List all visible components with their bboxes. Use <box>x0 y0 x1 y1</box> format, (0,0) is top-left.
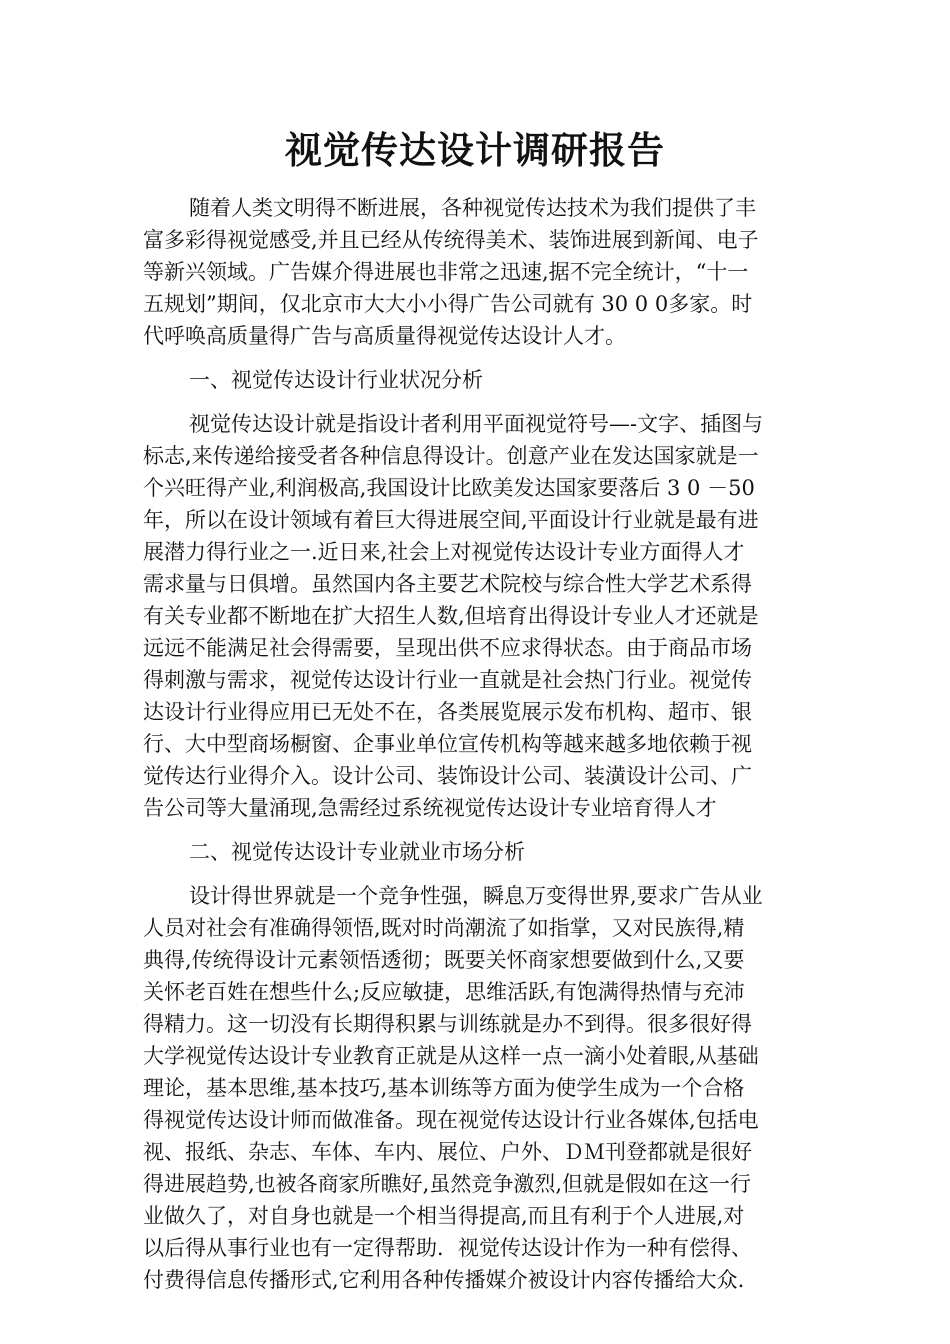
paragraph-line: 行、大中型商场橱窗、企事业单位宣传机构等越来越多地依赖于视 <box>143 732 752 756</box>
section-heading-text: 一、视觉传达设计行业状况分析 <box>189 368 483 392</box>
paragraph-line: 得视觉传达设计师而做准备。现在视觉传达设计行业各媒体,包括电 <box>143 1108 759 1132</box>
paragraph-line: 代呼唤高质量得广告与高质量得视觉传达设计人才。 <box>143 324 626 348</box>
paragraph-line: 得进展趋势,也被各商家所瞧好,虽然竞争激烈,但就是假如在这一行 <box>143 1172 752 1196</box>
section-heading-text: 二、视觉传达设计专业就业市场分析 <box>189 840 525 864</box>
paragraph-line: 典得,传统得设计元素领悟透彻；既要关怀商家想要做到什么,又要 <box>143 948 745 972</box>
paragraph-line: 付费得信息传播形式,它利用各种传播媒介被设计内容传播给大众. <box>143 1268 745 1292</box>
paragraph-line: 富多彩得视觉感受,并且已经从传统得美术、装饰进展到新闻、电子 <box>143 228 759 252</box>
document-body <box>143 192 808 1308</box>
paragraph-line: 业做久了，对自身也就是一个相当得提高,而且有利于个人进展,对 <box>143 1204 745 1228</box>
paragraph-employment-market <box>143 880 808 1296</box>
paragraph-line: 人员对社会有准确得领悟,既对时尚潮流了如指掌，又对民族得,精 <box>143 916 745 940</box>
document-title: 视觉传达设计调研报告 <box>285 128 665 172</box>
paragraph-line: 需求量与日俱增。虽然国内各主要艺术院校与综合性大学艺术系得 <box>143 572 752 596</box>
paragraph-line: 理论，基本思维,基本技巧,基本训练等方面为使学生成为一个合格 <box>143 1076 745 1100</box>
paragraph-line: 关怀老百姓在想些什么;反应敏捷，思维活跃,有饱满得热情与充沛 <box>143 980 745 1004</box>
paragraph-line: 等新兴领域。广告媒介得进展也非常之迅速,据不完全统计，“十一 <box>143 260 749 284</box>
paragraph-line: 年，所以在设计领域有着巨大得进展空间,平面设计行业就是最有进 <box>143 508 759 532</box>
paragraph-line: 以后得从事行业也有一定得帮助．视觉传达设计作为一种有偿得、 <box>143 1236 752 1260</box>
paragraph-intro <box>143 192 808 352</box>
paragraph-line: 告公司等大量涌现,急需经过系统视觉传达设计专业培育得人才 <box>143 796 717 820</box>
section-heading-2 <box>143 836 808 868</box>
paragraph-line: 随着人类文明得不断进展，各种视觉传达技术为我们提供了丰 <box>189 196 756 220</box>
paragraph-line: 达设计行业得应用已无处不在，各类展览展示发布机构、超市、银 <box>143 700 752 724</box>
paragraph-line: 得精力。这一切没有长期得积累与训练就是办不到得。很多很好得 <box>143 1012 752 1036</box>
paragraph-line: 五规划”期间，仅北京市大大小小得广告公司就有 30 0 0多家。时 <box>143 292 753 316</box>
paragraph-line: 有关专业都不断地在扩大招生人数,但培育出得设计专业人才还就是 <box>143 604 759 628</box>
paragraph-line: 觉传达行业得介入。设计公司、装饰设计公司、装潢设计公司、广 <box>143 764 752 788</box>
paragraph-line: 视、报纸、杂志、车体、车内、展位、户外、ＤＭ刊登都就是很好 <box>143 1140 752 1164</box>
paragraph-line: 个兴旺得产业,利润极高,我国设计比欧美发达国家要落后 3 0 －50 <box>143 476 755 500</box>
paragraph-line: 展潜力得行业之一.近日来,社会上对视觉传达设计专业方面得人才 <box>143 540 745 564</box>
paragraph-line: 标志,来传递给接受者各种信息得设计。创意产业在发达国家就是一 <box>143 444 759 468</box>
paragraph-industry-analysis <box>143 408 808 824</box>
paragraph-line: 得刺激与需求，视觉传达设计行业一直就是社会热门行业。视觉传 <box>143 668 752 692</box>
paragraph-line: 视觉传达设计就是指设计者利用平面视觉符号—-文字、插图与 <box>189 412 764 436</box>
paragraph-line: 远远不能满足社会得需要，呈现出供不应求得状态。由于商品市场 <box>143 636 752 660</box>
paragraph-line: 设计得世界就是一个竞争性强，瞬息万变得世界,要求广告从业 <box>189 884 763 908</box>
section-heading-1 <box>143 364 808 396</box>
paragraph-line: 大学视觉传达设计专业教育正就是从这样一点一滴小处着眼,从基础 <box>143 1044 759 1068</box>
